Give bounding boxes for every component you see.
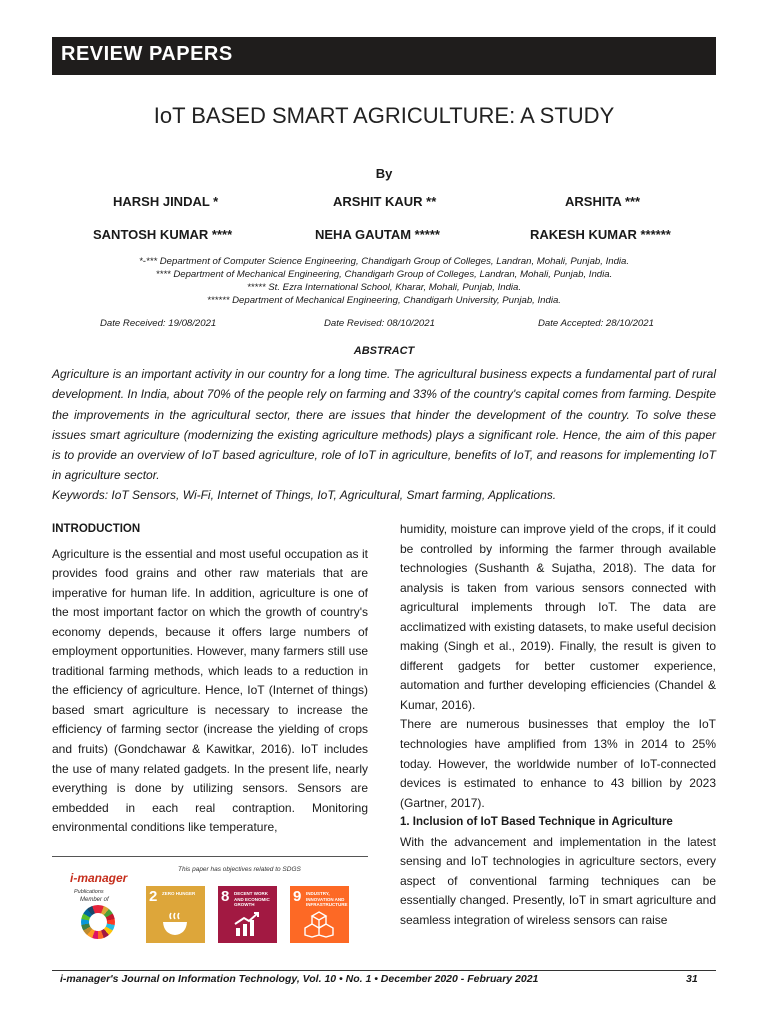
sdg-caption: This paper has objectives related to SDGS — [178, 866, 301, 873]
sdg-goal-number: 8 — [221, 888, 230, 905]
affiliation-line: ***** St. Ezra International School, Kharar, Mohali, Punjab, India. — [246, 282, 522, 293]
affiliation-line: ****** Department of Mechanical Engineering, Chandigarh University, Punjab, India. — [207, 295, 561, 306]
author-3: ARSHITA *** — [565, 194, 641, 209]
body-paragraph: humidity, moisture can improve yield of the crops, if it could be controlled by informing the farmer through available technologies (Sushanth & Sujatha, 2018). The data for analysis is taken from various sensors connected with agricultural implements through IoT. The data are acclimatized with existing datasets, to make useful decision making (Singh et al., 2019). Finally, the result is given to different gadgets for better customer experience, automation and further developing efficiencies (Chandel & Kumar, 2016). — [400, 522, 716, 712]
sdg-goal-number: 9 — [293, 888, 302, 905]
sdg-goal-label: INDUSTRY, INNOVATION AND INFRASTRUCTURE — [306, 891, 348, 907]
publisher-sub: Publications — [74, 889, 104, 895]
sdg-wheel-center — [89, 913, 107, 931]
author-1: HARSH JINDAL * — [113, 194, 219, 209]
member-of-label: Member of — [80, 897, 109, 903]
cubes-icon — [304, 910, 334, 938]
sdg-goal-2-tile — [146, 886, 205, 943]
journal-footer: i-manager's Journal on Information Technology, Vol. 10 • No. 1 • December 2020 - February 2021 — [60, 973, 539, 985]
bowl-icon — [160, 910, 190, 938]
introduction-heading: INTRODUCTION — [52, 523, 141, 535]
sdg-goal-number: 2 — [149, 888, 158, 905]
affiliations — [0, 255, 768, 307]
date-accepted: Date Accepted: 28/10/2021 — [538, 318, 654, 329]
body-paragraph: There are numerous businesses that employ the IoT technologies have amplified from 13% in 2014 to 25% today. However, the worldwide number of IoT-connected devices is estimated to enhance to 43 billion by 2023 (Gartner, 2017). — [400, 717, 716, 810]
abstract-text: Agriculture is an important activity in our country for a long time. The agricultural business expects a fundamental part of rural development. In India, about 70% of the people rely on farming and 33% of the country's capital comes from farming. Despite the improvements in the agricultural sector, there are issues that hinder the development of the country. To solve these issues smart agriculture (modernizing the existing agriculture methods) plays a significant role. Hence, the aim of this paper is to provide an overview of IoT based agriculture, role of IoT in agriculture, benefits of IoT, and reasons for implementing IoT in agriculture sector. — [52, 367, 716, 483]
abstract-heading: ABSTRACT — [353, 345, 415, 357]
keywords: Keywords: IoT Sensors, Wi-Fi, Internet of Things, IoT, Agricultural, Smart farming, Applications. — [52, 488, 557, 502]
right-column — [400, 520, 716, 930]
imanager-logo — [70, 863, 128, 947]
affiliation-line: *-*** Department of Computer Science Engineering, Chandigarh Group of Colleges, Landran, Mohali, Punjab, India. — [138, 256, 630, 267]
sdg-goal-label: ZERO HUNGER — [162, 891, 196, 896]
author-2: ARSHIT KAUR ** — [333, 194, 437, 209]
section-1-heading: 1. Inclusion of IoT Based Technique in Agriculture — [400, 816, 673, 829]
footer-divider — [52, 970, 716, 971]
date-revised: Date Revised: 08/10/2021 — [324, 318, 435, 329]
affiliation-line: **** Department of Mechanical Engineering, Chandigarh Group of Colleges, Landran, Mohali, Punjab, India. — [155, 269, 613, 280]
sdg-box — [52, 856, 368, 947]
page-number: 31 — [686, 973, 698, 985]
sdg-goal-9-tile — [290, 886, 349, 943]
author-5: NEHA GAUTAM ***** — [315, 227, 440, 242]
publisher-logo-text: i-manager — [70, 871, 128, 885]
author-6: RAKESH KUMAR ****** — [530, 227, 671, 242]
author-4: SANTOSH KUMAR **** — [93, 227, 233, 242]
sdg-goal-8-tile — [218, 886, 277, 943]
left-column — [52, 520, 368, 838]
growth-chart-icon — [232, 910, 262, 938]
by-label: By — [375, 166, 393, 181]
paper-title: IoT BASED SMART AGRICULTURE: A STUDY — [153, 103, 615, 128]
introduction-paragraph: Agriculture is the essential and most useful occupation as it provides food grains and other raw materials that are imperative for human life. In addition, agriculture is one of the most important factor on which the growth of country's economy depends, because it offers large numbers of employment opportunities. However, many farmers still use traditional farming methods, which leads to a reduction in the efficiency of agriculture. Hence, IoT (Internet of things) based smart agriculture is necessary to increase the efficiency of farming sector (increase the yielding of crops and fruits) (Gondchawar & Kawitkar, 2016). IoT includes the use of many related gadgets. In the present life, nearly everything is done by utilizing sensors. Sensors are embedded in each real contraption. Monitoring environmental conditions like temperature, — [52, 546, 368, 835]
sdg-goal-label: DECENT WORK AND ECONOMIC GROWTH — [234, 891, 270, 907]
body-paragraph: With the advancement and implementation in the latest sensing and IoT technologies in agriculture sectors, every aspect of conventional farming techniques can be essentially changed. Presently, IoT in smart agriculture and seamless integration of wireless sensors can raise — [400, 834, 716, 927]
section-banner — [52, 37, 716, 75]
section-banner-label: REVIEW PAPERS — [61, 43, 233, 65]
date-received: Date Received: 19/08/2021 — [100, 318, 217, 329]
